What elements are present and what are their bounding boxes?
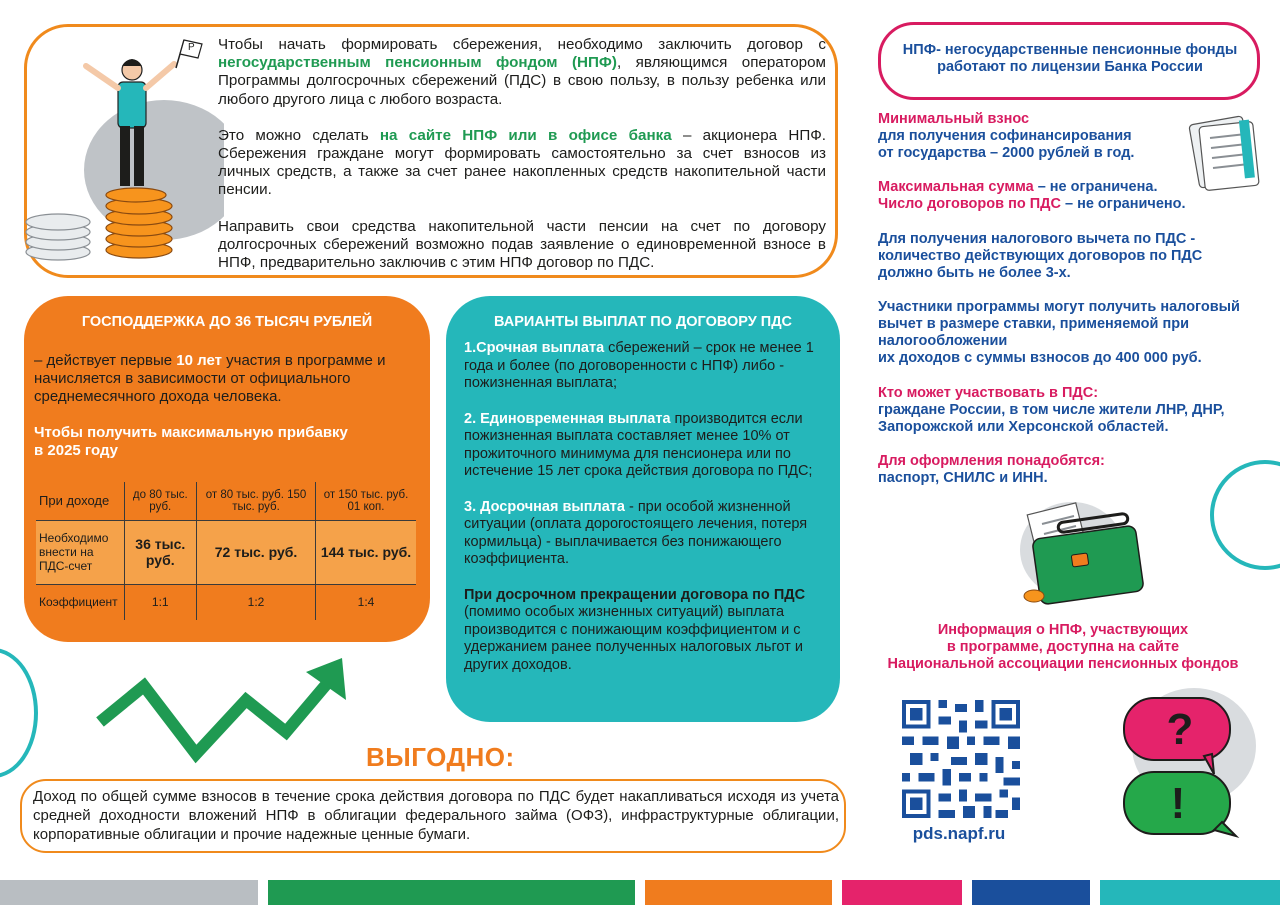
payout-variants-text xyxy=(464,340,826,692)
intro-paragraph-2: Это можно сделать на сайте НПФ или в офисе банка – акционера НПФ. Сбережения граждане могут формировать самостоятельно за счет взносов из личных средств, а также за счет ранее накопленных средств накопительной части пенсии. xyxy=(218,126,826,199)
variant-3: 3. Досрочная выплата - при особой жизненной ситуации (оплата дорогостоящего лечения, потеря кормильца) - выплачивается без понижающего коэффициента. xyxy=(464,498,808,567)
svg-text:?: ? xyxy=(1166,705,1194,754)
decorative-ring-left xyxy=(0,648,38,778)
table-row xyxy=(36,482,416,520)
qr-code[interactable] xyxy=(902,700,1020,818)
footer-bar-pink xyxy=(842,880,962,905)
tax-deduction-rate-text: Участники программы могут получить налоговый вычет в размере ставки, применяемой при налогообложении xyxy=(878,299,1240,349)
tax-deduction-contracts-info: Для получения налогового вычета по ПДС - количество действующих договоров по ПДС должно быть не более 3-х. xyxy=(878,231,1203,281)
table-row xyxy=(36,520,416,584)
required-documents-info xyxy=(878,453,1270,487)
table-row xyxy=(36,584,416,620)
table-cell: Коэффициент xyxy=(36,584,124,620)
intro-paragraph-1: Чтобы начать формировать сбережения, необходимо заключить договор с негосударственным пенсионным фондом (НПФ), являющимся оператором Программы долгосрочных сбережений (ПДС) в свою пользу, в пользу ребенка или любого другого лица с любого возраста. xyxy=(218,36,826,108)
state-support-block xyxy=(24,296,430,642)
table-cell: 1:1 xyxy=(124,584,197,620)
table-cell: 1:4 xyxy=(357,595,375,610)
question-answer-bubbles-icon xyxy=(1104,686,1256,846)
table-cell: 72 тыс. руб. xyxy=(197,520,316,584)
max-amount-info xyxy=(878,179,1270,213)
required-documents-title: Для оформления понадобятся: xyxy=(878,453,1105,469)
required-documents-list: паспорт, СНИЛС и ИНН. xyxy=(878,470,1048,486)
table-cell: до 80 тыс. руб. xyxy=(124,482,197,520)
min-contribution-info xyxy=(878,111,1270,162)
contracts-count-title: Число договоров по ПДС xyxy=(878,196,1061,212)
max-amount-title: Максимальная сумма xyxy=(878,179,1034,195)
state-support-description: – действует первые 10 лет участия в программе и начисляется в зависимости от официального среднемесячного дохода человека. xyxy=(34,352,386,405)
person-on-coins-illustration xyxy=(24,30,224,270)
max-amount-value: – не ограничена. xyxy=(1033,179,1158,195)
benefit-text: Доход по общей сумме взносов в течение срока действия договора по ПДС будет накапливаться исходя из учета средней доходности вложений НПФ в облигации федерального займа (ОФЗ), инфраструктурные облигации, корпоративные облигации и прочие надежные ценные бумаги. xyxy=(33,788,839,843)
eligibility-info xyxy=(878,385,1270,436)
briefcase-with-documents-icon xyxy=(1012,496,1162,608)
early-termination-note: При досрочном прекращении договора по ПДС (помимо особых жизненных ситуаций) выплата производится с понижающим коэффициентом и с удержанием ранее полученных налоговых льгот и других доходов. xyxy=(464,586,806,673)
table-cell: При доходе xyxy=(36,482,124,520)
variant-2: 2. Единовременная выплата производится если пожизненная выплата составляет менее 10% от прожиточного минимума для пенсионера или по истечение 15 лет срока действия договора по ПДС; xyxy=(464,410,813,479)
payout-variants-title: ВАРИАНТЫ ВЫПЛАТ ПО ДОГОВОРУ ПДС xyxy=(493,314,793,330)
footer-bar-teal xyxy=(1100,880,1280,905)
npf-definition-text: НПФ- негосударственные пенсионные фонды работают по лицензии Банка России xyxy=(902,42,1238,75)
footer-bar-gray xyxy=(0,880,258,905)
table-cell: от 80 тыс. руб. 150 тыс. руб. xyxy=(197,482,316,520)
tax-deduction-limit-text: их доходов с суммы взносов до 400 000 руб. xyxy=(878,350,1202,366)
growth-arrow-icon xyxy=(96,654,346,764)
intro-paragraph-3: Направить свои средства накопительной части пенсии на счет по договору долгосрочных сбережений возможно подав заявление о единовременной взносе в НПФ, предварительно заключив с этим НПФ договор по ПДС. xyxy=(218,217,826,272)
table-cell: Необходимо внести на ПДС-счет xyxy=(36,520,124,584)
table-cell: 36 тыс. руб. xyxy=(124,520,197,584)
table-cell: 1:2 xyxy=(197,584,316,620)
flag-letter: Р xyxy=(188,42,195,53)
tax-deduction-rate-info xyxy=(878,299,1248,367)
min-contribution-line: для получения софинансирования xyxy=(878,128,1132,144)
benefit-heading: ВЫГОДНО: xyxy=(366,742,515,772)
footer-bar-orange xyxy=(645,880,832,905)
state-support-subtitle: Чтобы получить максимальную прибавку в 2025 году xyxy=(34,424,348,459)
payout-variants-block xyxy=(446,296,840,722)
footer-bar-green xyxy=(268,880,635,905)
svg-text:!: ! xyxy=(1170,779,1186,828)
min-contribution-title: Минимальный взнос xyxy=(878,111,1030,127)
napf-info-text: Информация о НПФ, участвующих в программе, доступна на сайте Национальной ассоциации пенсионных фондов xyxy=(887,622,1239,672)
napf-website-link[interactable]: pds.napf.ru xyxy=(912,824,1006,843)
contribution-table xyxy=(36,482,416,620)
table-cell: от 150 тыс. руб. 01 коп. xyxy=(323,488,409,513)
intro-text xyxy=(218,36,826,290)
eligibility-text: граждане России, в том числе жители ЛНР, ДНР, Запорожской или Херсонской областей. xyxy=(878,402,1225,435)
contracts-count-value: – не ограничено. xyxy=(1060,196,1186,212)
footer-bar-blue xyxy=(972,880,1090,905)
table-cell: 144 тыс. руб. xyxy=(315,520,416,584)
min-contribution-amount: от государства – 2000 рублей в год. xyxy=(878,145,1135,161)
variant-1: 1.Срочная выплата сбережений – срок не менее 1 года и более (по договоренности с НПФ) либо - пожизненная выплата; xyxy=(464,340,814,391)
state-support-title: ГОСПОДДЕРЖКА ДО 36 ТЫСЯЧ РУБЛЕЙ xyxy=(81,314,373,330)
eligibility-title: Кто может участвовать в ПДС: xyxy=(878,385,1099,401)
